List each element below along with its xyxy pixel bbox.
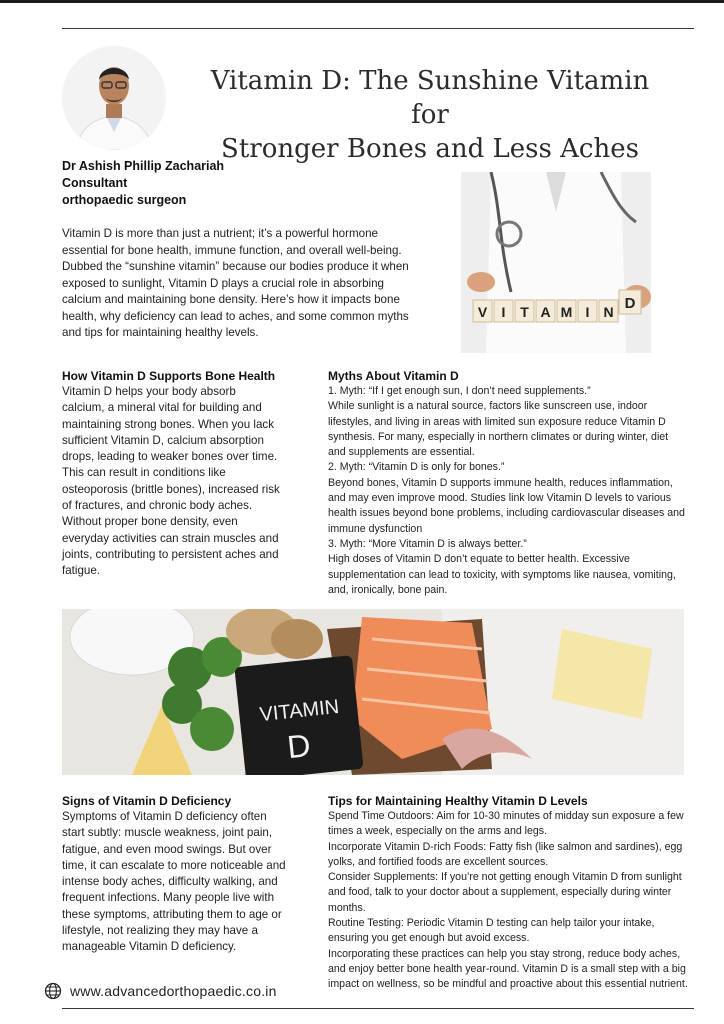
myth-1-body: While sunlight is a natural source, factors like sunscreen use, indoor lifestyles, and living in areas with limited sun exposure reduce Vitamin D synthesis. For many, especially in northern climates or during winter, diet and supplements are essential. xyxy=(328,400,669,459)
intro-paragraph: Vitamin D is more than just a nutrient; it’s a powerful hormone essential for bone health, immune function, and overall well-being. Dubbed the “sunshine vitamin” because our bodies produce it when exposed to sunlight, Vitamin D plays a crucial role in absorbing calcium and maintaining bone density. Here’s how it impacts bone health, why deficiency can lead to aches, and some common myths and tips for maintaining healthy levels. xyxy=(62,227,409,339)
block-letter: I xyxy=(501,304,506,320)
tip-testing: Routine Testing: Periodic Vitamin D testing can help tailor your intake, ensuring you get enough but avoid excess. xyxy=(328,917,655,945)
footer-rule xyxy=(62,1008,694,1009)
bone-health-heading: How Vitamin D Supports Bone Health xyxy=(62,369,276,383)
block-letter: D xyxy=(624,295,636,312)
header-rule xyxy=(62,28,694,29)
author-avatar xyxy=(62,46,166,150)
author-role: Consultant xyxy=(62,176,128,190)
author-name: Dr Ashish Phillip Zachariah xyxy=(62,159,225,173)
doctor-vitamin-blocks-photo xyxy=(461,172,651,353)
deficiency-section xyxy=(62,793,290,956)
bone-health-body: Vitamin D helps your body absorb calcium, a mineral vital for building and maintaining strong bones. When you lack sufficient Vitamin D, calcium absorption drops, leading to weaker bones over time. This can result in conditions like osteoporosis (brittle bones), increased risk of fractures, and chronic body aches. Without proper bone density, even everyday activities can strain muscles and joints, contributing to persistent aches and fatigue. xyxy=(62,385,280,578)
title-line-1: Vitamin D: The Sunshine Vitamin for xyxy=(210,66,650,130)
author-specialty: orthopaedic surgeon xyxy=(62,193,187,207)
myths-heading: Myths About Vitamin D xyxy=(328,369,459,383)
bone-health-section xyxy=(62,368,280,580)
block-letter: V xyxy=(477,304,488,320)
tips-heading: Tips for Maintaining Healthy Vitamin D Levels xyxy=(328,794,588,808)
author-block xyxy=(62,158,224,209)
myth-2-body: Beyond bones, Vitamin D supports immune health, reduces inflammation, and may even improve mood. Studies link low Vitamin D levels to various health issues beyond bone problems, including cardiovascular diseases and immune dysfunction xyxy=(328,476,685,535)
board-text-vitamin: VITAMIN xyxy=(258,695,341,727)
block-letter: N xyxy=(603,304,614,320)
block-letter: I xyxy=(585,304,590,320)
deficiency-heading: Signs of Vitamin D Deficiency xyxy=(62,794,232,808)
myth-3-title: 3. Myth: “More Vitamin D is always better.” xyxy=(328,537,527,550)
tip-outdoors: Spend Time Outdoors: Aim for 10-30 minutes of midday sun exposure a few times a week, especially on the arms and legs. xyxy=(328,810,684,838)
board-text-d: D xyxy=(285,726,313,766)
globe-icon xyxy=(44,982,62,1000)
title-line-2: Stronger Bones and Less Aches xyxy=(221,134,639,164)
top-border xyxy=(0,0,724,3)
footer xyxy=(44,982,277,1000)
vitamin-d-foods-photo xyxy=(62,609,684,775)
myth-2-title: 2. Myth: “Vitamin D is only for bones.” xyxy=(328,461,505,474)
tip-supplements: Consider Supplements: If you’re not getting enough Vitamin D from sunlight and food, talk to your doctor about a supplement, especially during winter months. xyxy=(328,871,682,914)
block-letter: T xyxy=(520,304,529,320)
myth-3-body: High doses of Vitamin D don’t equate to better health. Excessive supplementation can lead to toxicity, with symptoms like nausea, vomiting, and, ironically, bone pain. xyxy=(328,553,676,596)
myths-section xyxy=(328,368,688,598)
deficiency-body: Symptoms of Vitamin D deficiency often start subtly: muscle weakness, joint pain, fatigue, and even mood swings. But over time, it can escalate to more noticeable and intense body aches, difficulty walking, and frequent infections. Many people live with these symptoms, attributing them to age or lifestyle, not realizing they may have a manageable Vitamin D deficiency. xyxy=(62,810,286,954)
tips-section xyxy=(328,793,690,993)
tips-conclusion: Incorporating these practices can help you stay strong, reduce body aches, and enjoy better bone health year-round. Vitamin D is a small step with a big impact on wellness, so be mindful and proactive about this essential nutrient. xyxy=(328,947,688,991)
block-letter: M xyxy=(560,304,573,320)
myth-1-title: 1. Myth: “If I get enough sun, I don’t need supplements.” xyxy=(328,385,591,397)
website-link[interactable]: www.advancedorthopaedic.co.in xyxy=(70,983,277,999)
page-title xyxy=(190,64,670,166)
block-letter: A xyxy=(540,304,551,320)
tip-foods: Incorporate Vitamin D-rich Foods: Fatty fish (like salmon and sardines), egg yolks, and fortified foods are excellent sources. xyxy=(328,840,683,868)
